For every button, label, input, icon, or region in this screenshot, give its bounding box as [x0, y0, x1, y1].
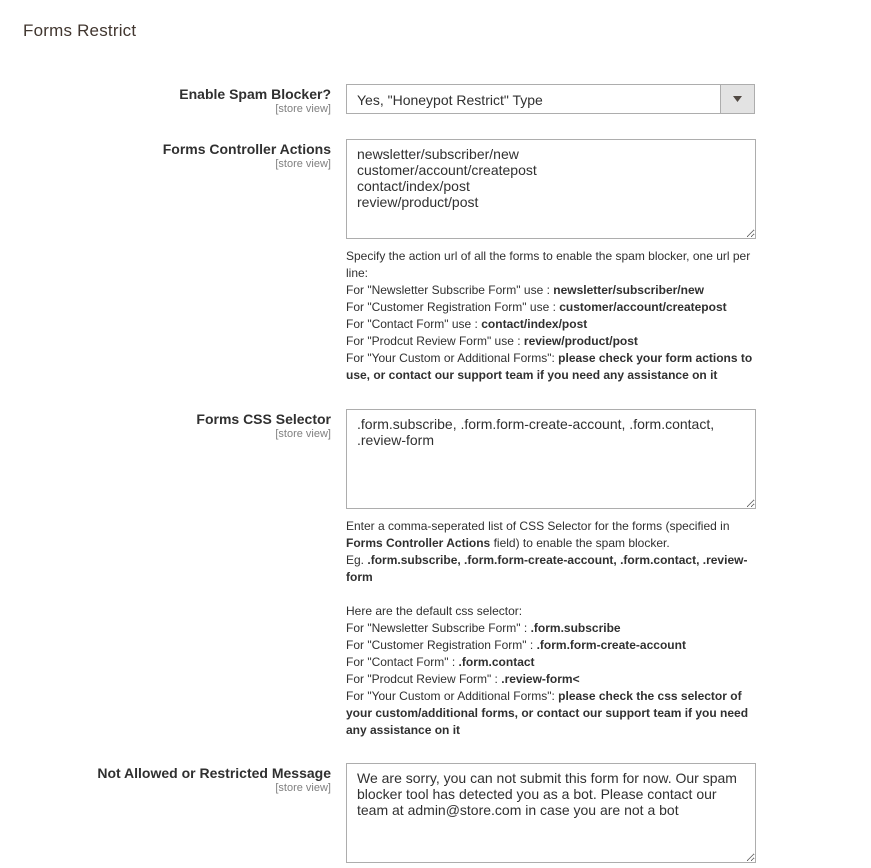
note-line: For "Prodcut Review Form" use : review/product/post — [346, 334, 638, 348]
note-intro: Enter a comma-seperated list of CSS Selector for the forms (specified in Forms Controller Actions field) to enable the spam blocker. — [346, 519, 730, 550]
css-selector-label: Forms CSS Selector — [196, 411, 331, 427]
note-line: For "Prodcut Review Form" : .review-form< — [346, 672, 580, 686]
note-line: For "Contact Form" : .form.contact — [346, 655, 535, 669]
note-custom: For "Your Custom or Additional Forms": please check the css selector of your custom/additional forms, or contact our support team if you need any assistance on it — [346, 689, 749, 737]
controller-actions-label: Forms Controller Actions — [162, 141, 331, 157]
chevron-down-icon[interactable] — [720, 85, 754, 113]
note-line: For "Newsletter Subscribe Form" : .form.subscribe — [346, 621, 621, 635]
controller-actions-note — [346, 248, 760, 384]
controller-actions-textarea[interactable] — [346, 139, 756, 239]
restricted-message-textarea[interactable] — [346, 763, 756, 863]
css-selector-note — [346, 518, 760, 739]
note-line: For "Customer Registration Form" : .form.form-create-account — [346, 638, 686, 652]
note-line: For "Customer Registration Form" use : customer/account/createpost — [346, 300, 727, 314]
controller-actions-scope: [store view] — [275, 158, 331, 170]
note-intro: Specify the action url of all the forms to enable the spam blocker, one url per line: — [346, 249, 751, 280]
note-line: For "Newsletter Subscribe Form" use : newsletter/subscriber/new — [346, 283, 704, 297]
spam-blocker-select[interactable] — [346, 84, 755, 114]
css-selector-textarea[interactable] — [346, 409, 756, 509]
spam-blocker-selected-value: Yes, "Honeypot Restrict" Type — [357, 92, 543, 108]
note-line: For "Contact Form" use : contact/index/post — [346, 317, 588, 331]
note-custom: For "Your Custom or Additional Forms": please check your form actions to use, or contact our support team if you need any assistance on it — [346, 351, 753, 382]
section-title: Forms Restrict — [23, 21, 137, 40]
restricted-message-scope: [store view] — [275, 782, 331, 794]
restricted-message-label: Not Allowed or Restricted Message — [97, 765, 331, 781]
spam-blocker-label: Enable Spam Blocker? — [179, 86, 331, 102]
note-example: Eg. .form.subscribe, .form.form-create-account, .form.contact, .review-form — [346, 553, 748, 584]
spam-blocker-scope: [store view] — [275, 103, 331, 115]
note-default-heading: Here are the default css selector: — [346, 604, 523, 618]
css-selector-scope: [store view] — [275, 428, 331, 440]
